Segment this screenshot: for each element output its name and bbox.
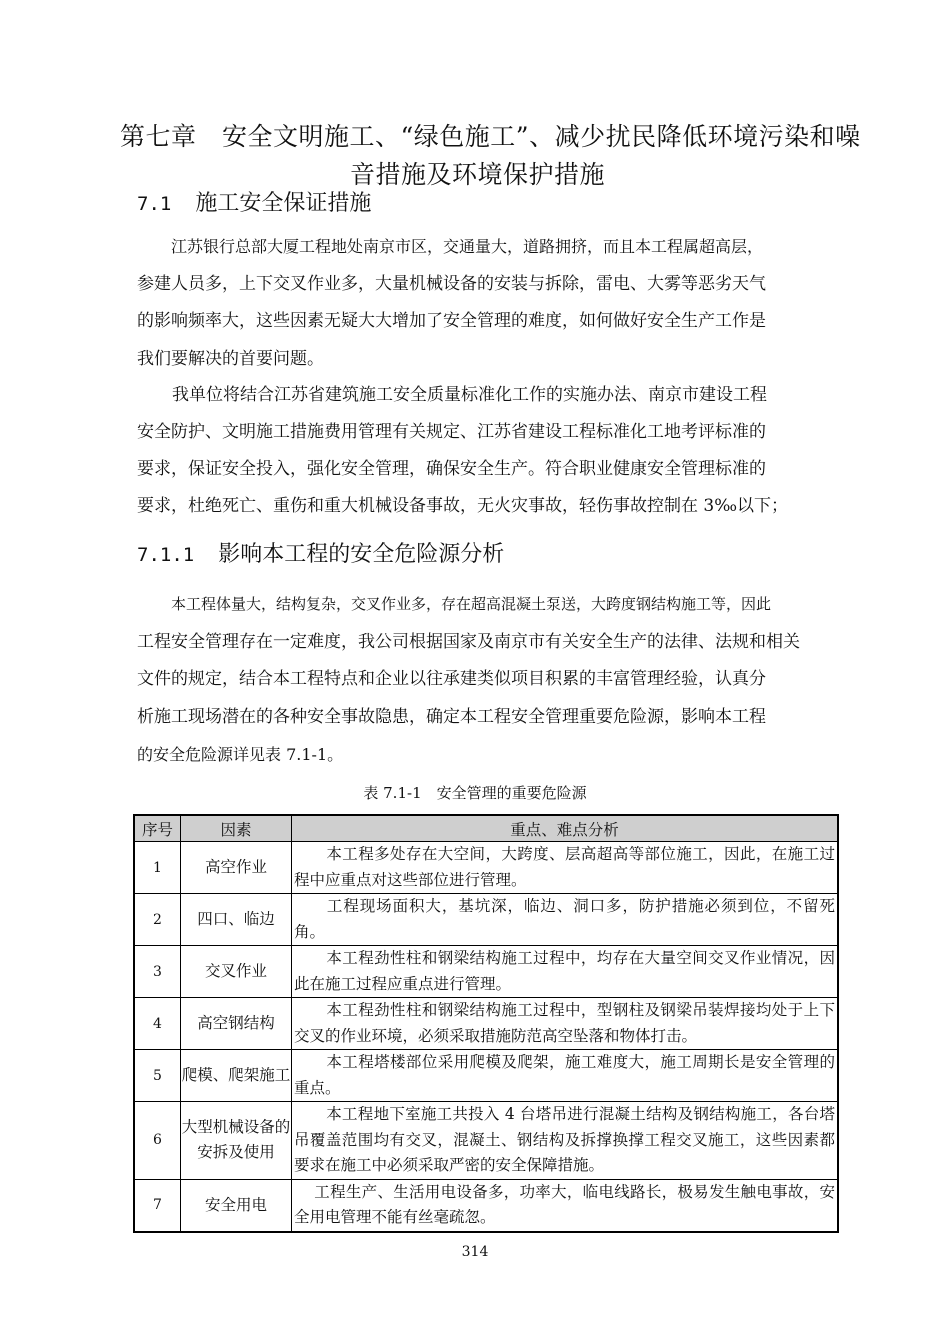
row-factor: 高空钢结构 <box>181 998 292 1050</box>
row-analysis <box>292 998 839 1050</box>
row-factor: 安全用电 <box>181 1179 292 1232</box>
row-factor: 大型机械设备的安拆及使用 <box>181 1102 292 1180</box>
row-no: 3 <box>134 946 181 998</box>
row-analysis <box>292 946 839 998</box>
table-row <box>134 1102 838 1180</box>
row-no: 5 <box>134 1050 181 1102</box>
section-number: 7.1 <box>137 193 172 215</box>
paragraph-line: 我们要解决的首要问题。 <box>137 348 324 369</box>
table-row <box>134 842 838 894</box>
header-factor: 因素 <box>181 815 292 842</box>
paragraph-line: 江苏银行总部大厦工程地处南京市区，交通量大，道路拥挤，而且本工程属超高层， <box>171 237 764 256</box>
paragraph-line: 工程安全管理存在一定难度，我公司根据国家及南京市有关安全生产的法律、法规和相关 <box>137 631 800 652</box>
analysis-text: 本工程劲性柱和钢梁结构施工过程中，型钢柱及钢梁吊装焊接均处于上下交叉的作业环境，必须采取措施防范高空坠落和物体打击。 <box>294 1001 835 1045</box>
row-analysis <box>292 842 839 894</box>
hazard-table <box>133 814 839 1233</box>
analysis-text: 工程生产、生活用电设备多，功率大，临电线路长，极易发生触电事故，安全用电管理不能有丝毫疏忽。 <box>294 1182 835 1226</box>
row-factor: 爬模、爬架施工 <box>181 1050 292 1102</box>
chapter-title <box>120 118 861 194</box>
row-no: 6 <box>134 1102 181 1180</box>
paragraph-line: 安全防护、文明施工措施费用管理有关规定、江苏省建设工程标准化工地考评标准的 <box>137 422 766 442</box>
paragraph-measures <box>137 377 837 525</box>
row-factor: 交叉作业 <box>181 946 292 998</box>
paragraph-line: 要求，杜绝死亡、重伤和重大机械设备事故，无火灾事故，轻伤事故控制在 3‰以下； <box>137 496 789 516</box>
chapter-title-line-1: 第七章 安全文明施工、“绿色施工”、减少扰民降低环境污染和噪 <box>120 122 861 151</box>
paragraph-hazard-analysis <box>137 586 837 774</box>
analysis-text: 本工程塔楼部位采用爬模及爬架，施工难度大，施工周期长是安全管理的重点。 <box>294 1053 835 1097</box>
paragraph-line: 文件的规定，结合本工程特点和企业以往承建类似项目积累的丰富管理经验，认真分 <box>137 669 766 689</box>
row-analysis <box>292 894 839 946</box>
row-factor: 高空作业 <box>181 842 292 894</box>
paragraph-line: 的安全危险源详见表 7.1-1。 <box>137 745 344 764</box>
paragraph-line: 我单位将结合江苏省建筑施工安全质量标准化工作的实施办法、南京市建设工程 <box>155 385 767 405</box>
paragraph-line: 要求，保证安全投入，强化安全管理，确保安全生产。符合职业健康安全管理标准的 <box>137 459 766 479</box>
row-no: 2 <box>134 894 181 946</box>
paragraph-intro <box>137 228 837 378</box>
row-no: 7 <box>134 1179 181 1232</box>
section-number: 7.1.1 <box>137 544 195 566</box>
row-no: 4 <box>134 998 181 1050</box>
paragraph-line: 参建人员多，上下交叉作业多，大量机械设备的安装与拆除，雷电、大雾等恶劣天气 <box>137 273 766 294</box>
row-analysis <box>292 1050 839 1102</box>
table-row <box>134 998 838 1050</box>
table-header-row <box>134 815 838 842</box>
section-title: 影响本工程的安全危险源分析 <box>218 542 505 567</box>
header-no: 序号 <box>134 815 181 842</box>
analysis-text: 本工程多处存在大空间，大跨度、层高超高等部位施工，因此，在施工过程中应重点对这些部位进行管理。 <box>294 845 835 889</box>
page-number: 314 <box>461 1244 489 1260</box>
row-analysis <box>292 1179 839 1232</box>
table-row <box>134 1179 838 1232</box>
header-analysis: 重点、难点分析 <box>292 815 839 842</box>
table-caption: 表 7.1-1 安全管理的重要危险源 <box>363 784 587 802</box>
table-row <box>134 946 838 998</box>
paragraph-line: 本工程体量大，结构复杂，交叉作业多，存在超高混凝土泵送，大跨度钢结构施工等，因此 <box>171 595 772 613</box>
paragraph-line: 的影响频率大，这些因素无疑大大增加了安全管理的难度，如何做好安全生产工作是 <box>137 311 766 331</box>
section-title: 施工安全保证措施 <box>195 191 372 216</box>
row-factor: 四口、临边 <box>181 894 292 946</box>
section-heading-7-1 <box>137 189 371 219</box>
table-row <box>134 1050 838 1102</box>
row-no: 1 <box>134 842 181 894</box>
chapter-title-line-2: 音措施及环境保护措施 <box>349 160 605 189</box>
table-row <box>134 894 838 946</box>
analysis-text: 本工程地下室施工共投入 4 台塔吊进行混凝土结构及钢结构施工，各台塔吊覆盖范围均有交叉，混凝土、钢结构及拆撑换撑工程交叉施工，这些因素都要求在施工中必须采取严密的安全保障措施。 <box>294 1105 835 1174</box>
analysis-text: 工程现场面积大，基坑深，临边、洞口多，防护措施必须到位，不留死角。 <box>294 897 835 941</box>
paragraph-line: 析施工现场潜在的各种安全事故隐患，确定本工程安全管理重要危险源，影响本工程 <box>137 706 766 727</box>
row-analysis <box>292 1102 839 1180</box>
analysis-text: 本工程劲性柱和钢梁结构施工过程中，均存在大量空间交叉作业情况，因此在施工过程应重点进行管理。 <box>294 949 835 993</box>
section-heading-7-1-1 <box>137 540 504 570</box>
